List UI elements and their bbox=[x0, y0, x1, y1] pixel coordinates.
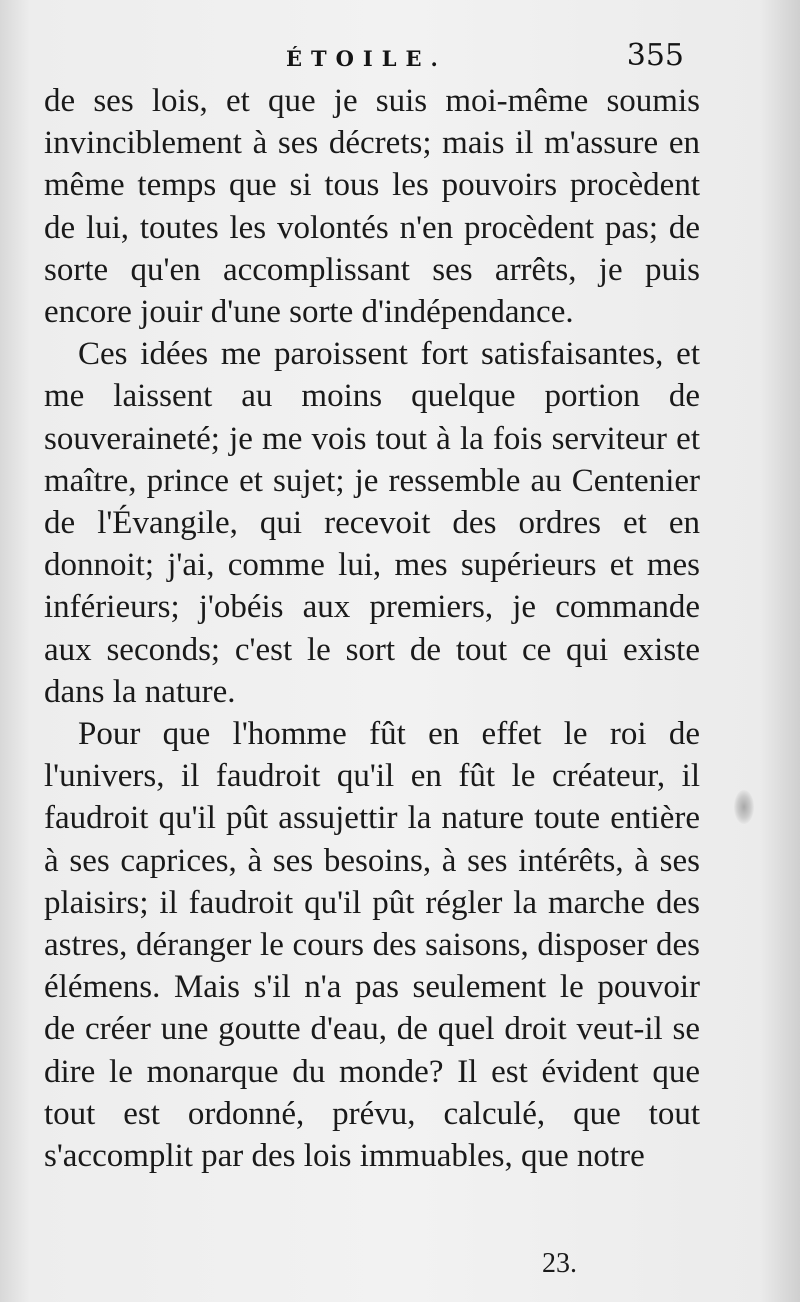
page-number: 355 bbox=[626, 38, 684, 73]
paragraph-2: Ces idées me paroissent fort satisfaisantes, et me laissent au moins quelque portion de souveraineté; je me vois tout à la fois serviteur et maître, prince et sujet; je ressemble au Centenier de l'Évangile, qui recevoit des ordres et en donnoit; j'ai, comme lui, mes supérieurs et mes inférieurs; j'obéis aux premiers, je commande aux seconds; c'est le sort de tout ce qui existe dans la nature. bbox=[44, 336, 700, 710]
paragraph-1: de ses lois, et que je suis moi-même soumis invinciblement à ses décrets; mais il m'assure en même temps que si tous les pouvoirs procèdent de lui, toutes les volontés n'en procèdent pas; de sorte qu'en accomplissant ses arrêts, je puis encore jouir d'une sorte d'indépendance. bbox=[44, 83, 700, 331]
signature-mark: 23. bbox=[542, 1248, 577, 1279]
paragraph-3: Pour que l'homme fût en effet le roi de l'univers, il faudroit qu'il en fût le créateur, il faudroit qu'il pût assujettir la nature toute entière à ses caprices, à ses besoins, à ses intérêts, à ses plaisirs; il faudroit qu'il pût régler la marche des astres, déranger le cours des saisons, disposer des élémens. Mais s'il n'a pas seulement le pouvoir de créer une goutte d'eau, de quel droit veut-il se dire le monarque du monde? Il est évident que tout est ordonné, prévu, calculé, que tout s'accomplit par des lois immuables, que notre bbox=[44, 716, 700, 1175]
running-head: ÉTOILE. bbox=[286, 46, 447, 71]
page-header bbox=[0, 28, 800, 78]
paper-stain bbox=[734, 790, 754, 824]
body-text bbox=[44, 80, 700, 1177]
